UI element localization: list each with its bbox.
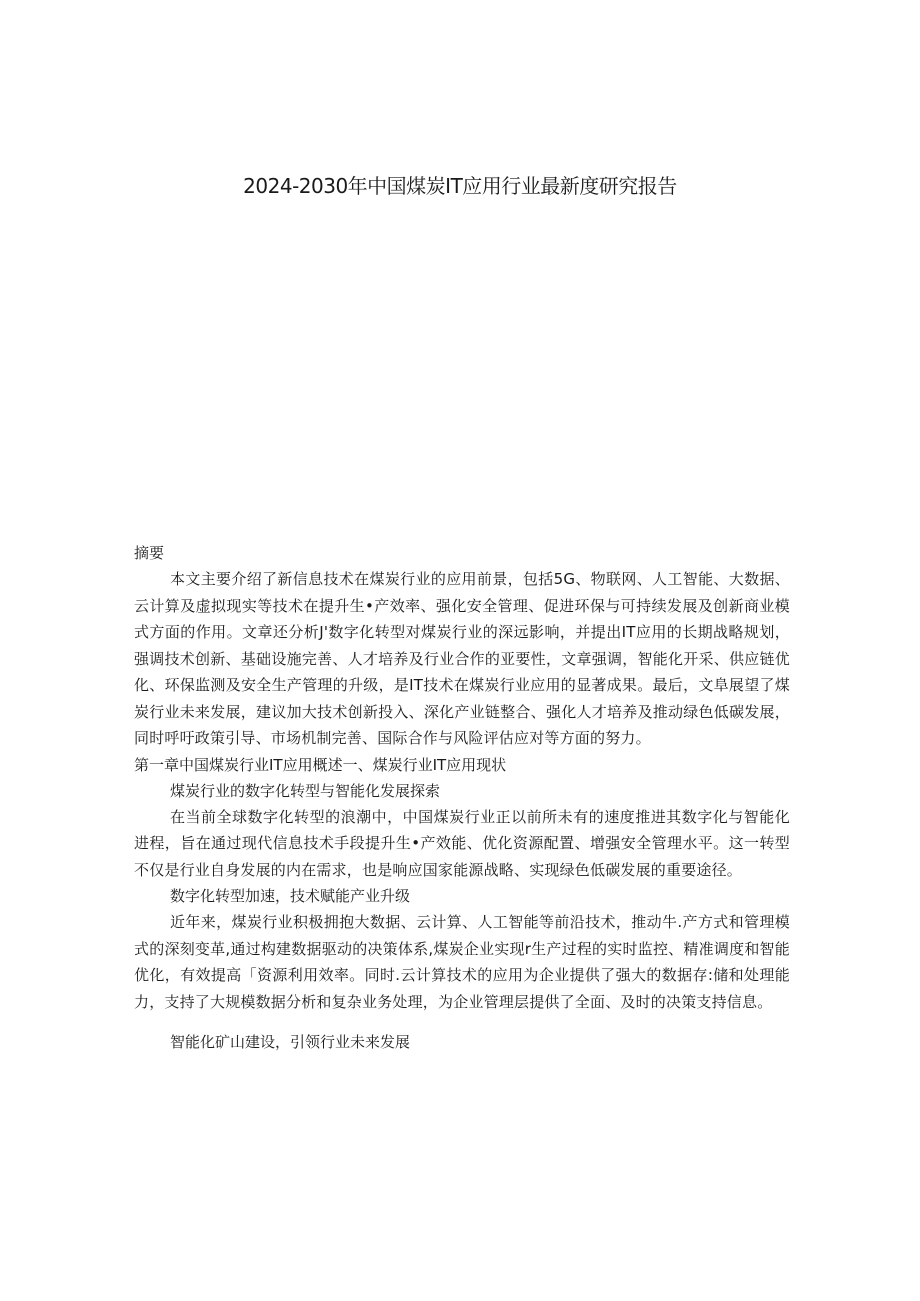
section-heading-smart-mine: 智能化矿山建设，引领行业未来发展: [170, 1033, 411, 1051]
abstract-paragraph: 本文主要介绍了新信息技术在煤炭行业的应用前景，包括5G、物联网、人工智能、大数据、云计算及虚拟现实等技术在提升生•产效率、强化安全管理、促进环保与可持续发展及创新商业模式方面的作用。文章还分析J'数字化转型对煤炭行业的深远影响，并提出IT应用的长期战略规划，强调技术创新、基础设施完善、人才培养及行业合作的亚要性，文章强调，智能化开采、供应链优化、环保监测及安全生产管理的升级，是IT技术在煤炭行业应用的显著成果。最后，文阜展望了煤炭行业未来发展，建议加大技术创新投入、深化产业链整合、强化人才培养及推动绿色低碳发展，同时呼吁政策引导、市场机制完善、国际合作与风险评估应对等方面的努力。: [134, 570, 790, 747]
section-heading-tech-empowerment: 数字化转型加速，技术赋能产业升级: [170, 887, 411, 905]
section-paragraph-tech-empowerment: 近年来，煤炭行业积极拥抱大数据、云计算、人工智能等前沿技术，推动牛.产方式和管理模式的深刻变革,通过构建数据驱动的决策体系,煤炭企业实现r生产过程的实时监控、精准调度和智能优化，有效提高「资源利用效率。同时.云计算技术的应用为企业提供了强大的数据存:储和处理能力，支持了大规模数据分析和复杂业务处理，为企业管理层提供了全面、及时的决策支持信息。: [134, 913, 790, 1011]
section-paragraph-digital-transformation: 在当前全球数字化转型的浪潮中，中国煤炭行业正以前所未有的速度推进其数字化与智能化进程，旨在通过现代信息技术手段提升生•产效能、优化资源配置、增强安全管理水平。这一转型不仅是行业自身发展的内在需求，也是响应国家能源战略、实现绿色低碳发展的重要途径。: [134, 807, 790, 879]
document-title: 2024-2030年中国煤炭IT应用行业最新度研究报告: [243, 174, 677, 198]
chapter-heading: 第一章中国煤炭行业IT应用概述一、煤炭行业IT应用现状: [134, 755, 507, 774]
document-body: [134, 540, 790, 1055]
abstract-heading: 摘要: [134, 544, 165, 562]
section-heading-digital-transformation: 煤炭行业的数字化转型与智能化发展探索: [170, 781, 441, 800]
